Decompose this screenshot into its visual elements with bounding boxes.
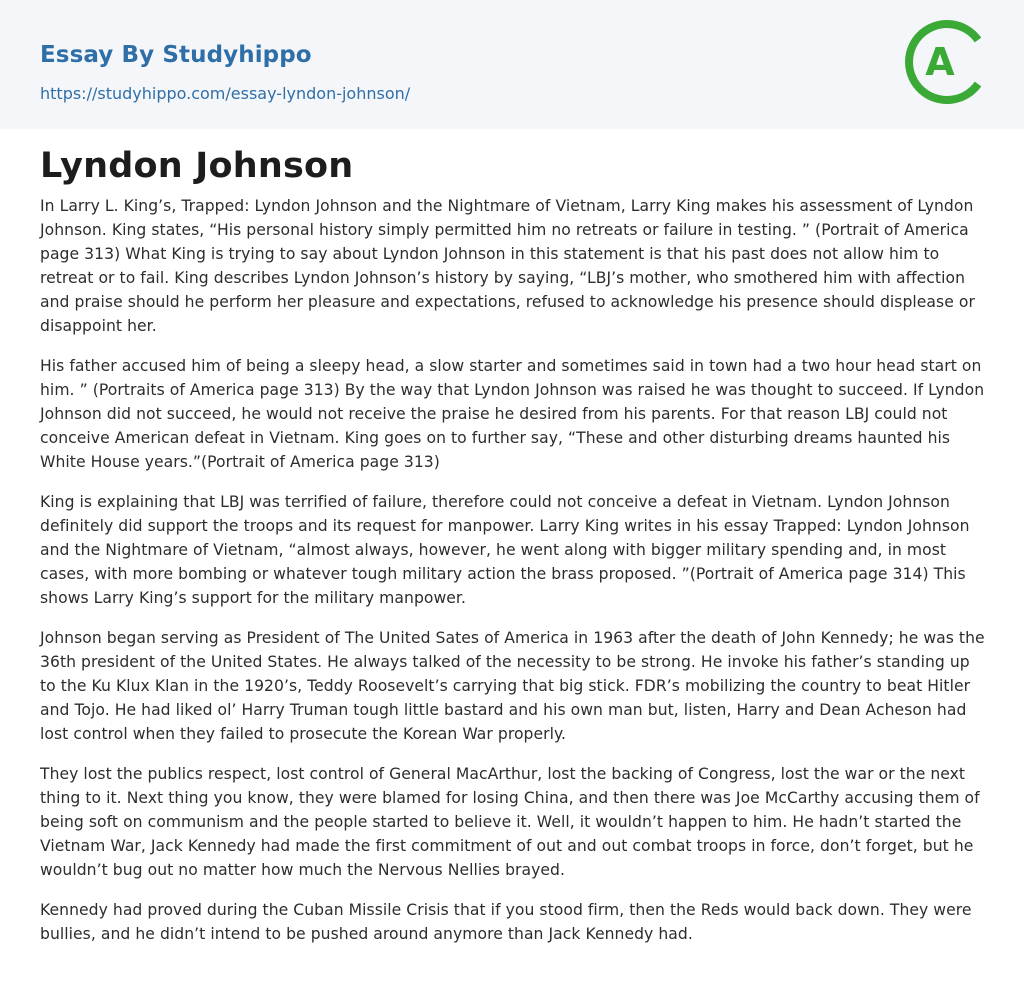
brand-title[interactable]: Essay By Studyhippo [40, 42, 312, 68]
essay-body [40, 194, 990, 962]
essay-paragraph: In Larry L. King’s, Trapped: Lyndon Johnson and the Nightmare of Vietnam, Larry King makes his assessment of Lyndon Johnson. King states, “His personal history simply permitted him no retreats or failure in testing. ” (Portrait of America page 313) What King is trying to say about Lyndon Johnson in this statement is that his past does not allow him to retreat or to fail. King describes Lyndon Johnson’s history by saying, “LBJ’s mother, who smothered him with affection and praise should he perform her pleasure and expectations, refused to acknowledge his presence should displease or disappoint her. [40, 197, 975, 335]
essay-paragraph: His father accused him of being a sleepy head, a slow starter and sometimes said in town had a two hour head start on him. ” (Portraits of America page 313) By the way that Lyndon Johnson was raised he was thought to succeed. If Lyndon Johnson did not succeed, he would not receive the praise he desired from his parents. For that reason LBJ could not conceive American defeat in Vietnam. King goes on to further say, “These and other disturbing dreams haunted his White House years.”(Portrait of America page 313) [40, 357, 985, 471]
source-url-link[interactable]: https://studyhippo.com/essay-lyndon-johnson/ [40, 84, 411, 103]
page-title: Lyndon Johnson [40, 146, 354, 186]
essay-paragraph: Johnson began serving as President of The United Sates of America in 1963 after the death of John Kennedy; he was the 36th president of the United States. He always talked of the necessity to be strong. He invoke his father’s standing up to the Ku Klux Klan in the 1920’s, Teddy Roosevelt’s carrying that big stick. FDR’s mobilizing the country to beat Hitler and Tojo. He had liked ol’ Harry Truman tough little bastard and his own man but, listen, Harry and Dean Acheson had lost control when they failed to prosecute the Korean War properly. [40, 629, 985, 743]
site-header [0, 0, 1024, 129]
studyhippo-logo-icon[interactable] [902, 18, 988, 106]
essay-paragraph: They lost the publics respect, lost control of General MacArthur, lost the backing of Congress, lost the war or the next thing to it. Next thing you know, they were blamed for losing China, and then there was Joe McCarthy accusing them of being soft on communism and the people started to believe it. Well, it wouldn’t happen to him. He hadn’t started the Vietnam War, Jack Kennedy had made the first commitment of out and out combat troops in force, don’t forget, but he wouldn’t bug out no matter how much the Nervous Nellies brayed. [40, 765, 980, 879]
essay-paragraph: King is explaining that LBJ was terrified of failure, therefore could not conceive a defeat in Vietnam. Lyndon Johnson definitely did support the troops and its request for manpower. Larry King writes in his essay Trapped: Lyndon Johnson and the Nightmare of Vietnam, “almost always, however, he went along with bigger military spending and, in most cases, with more bombing or whatever tough military action the brass proposed. ”(Portrait of America page 314) This shows Larry King’s support for the military manpower. [40, 493, 970, 607]
essay-paragraph: Kennedy had proved during the Cuban Missile Crisis that if you stood firm, then the Reds would back down. They were bullies, and he didn’t intend to be pushed around anymore than Jack Kennedy had. [40, 901, 972, 943]
logo-letter: A [925, 40, 955, 84]
